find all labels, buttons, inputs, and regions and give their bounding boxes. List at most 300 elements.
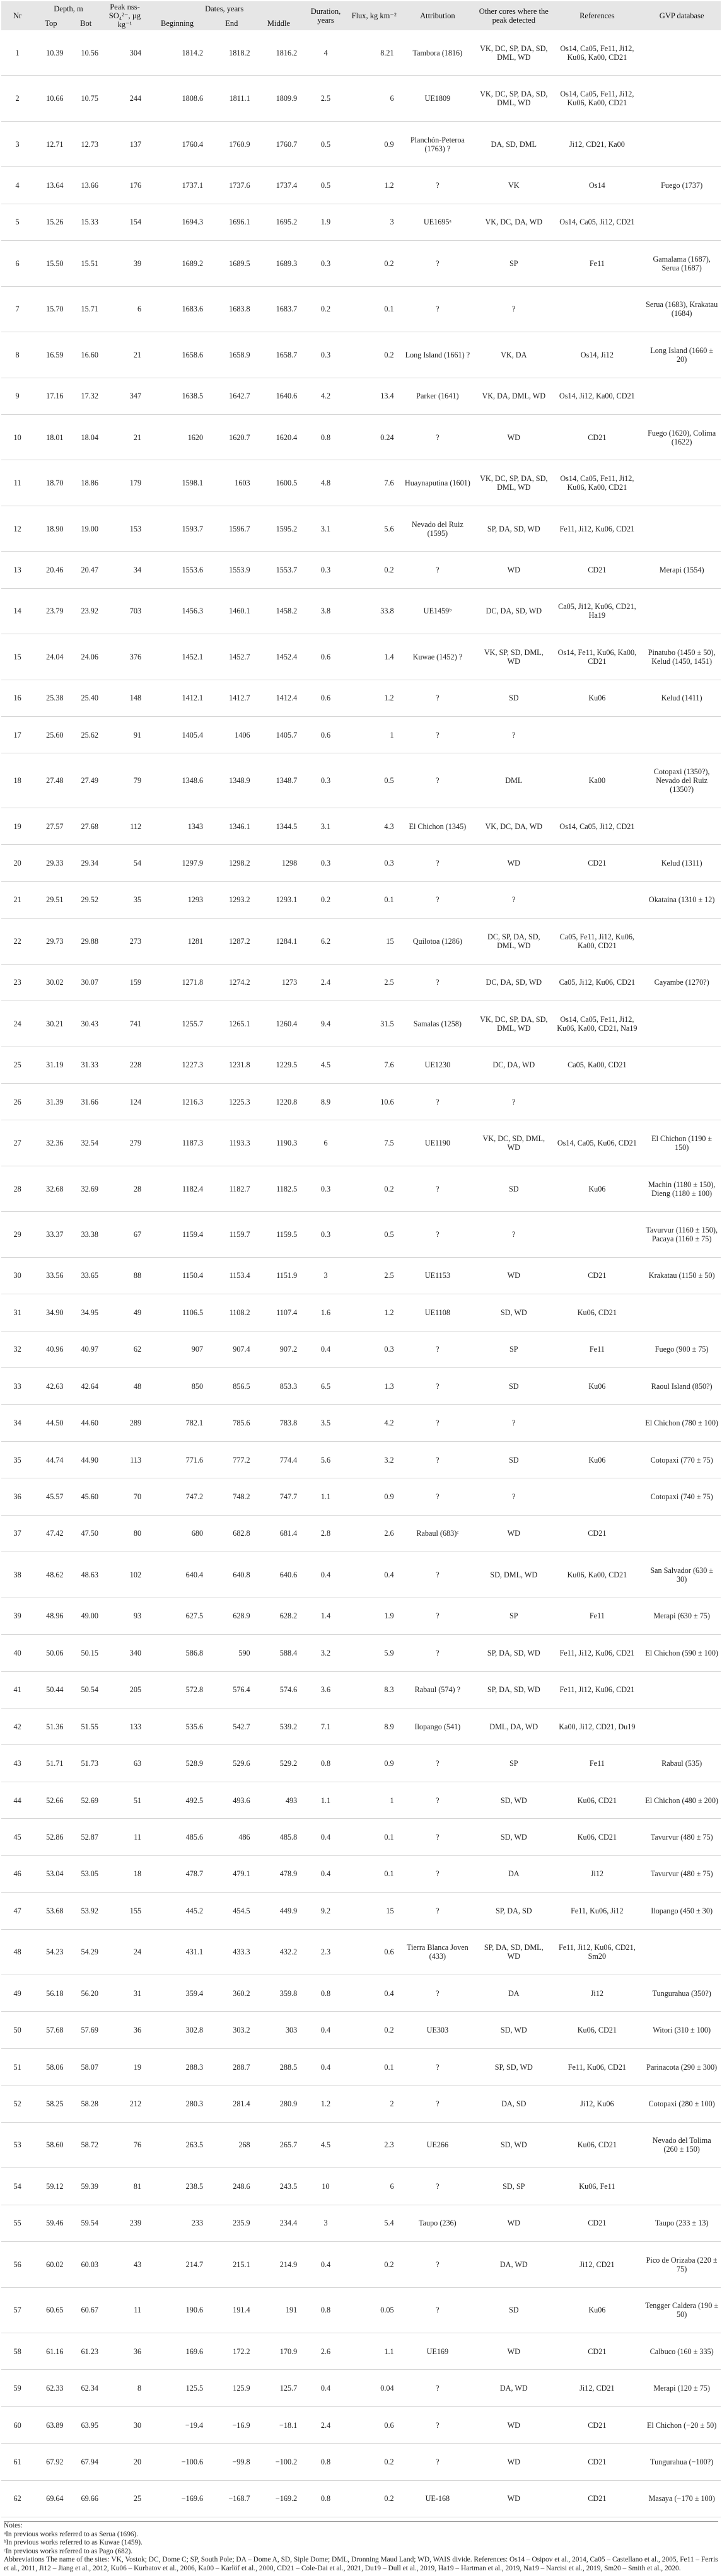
cell-refs: Fe11, Ji12, Ku06, CD21 — [559, 524, 635, 533]
cell-beg: 233 — [191, 2219, 204, 2228]
cell-beg: 850 — [191, 1381, 204, 1391]
cell-refs: Ca05, Fe11, Ji12, Ku06, Ka00, CD21 — [559, 932, 635, 950]
cell-end: 777.2 — [233, 1455, 250, 1465]
cell-top: 18.01 — [46, 432, 64, 442]
cell-nr: 41 — [13, 1685, 21, 1695]
cell-flux: 2.5 — [384, 978, 394, 987]
cell-gvp: Okataina (1310 ± 12) — [648, 895, 715, 905]
cell-refs: CD21 — [588, 2494, 607, 2503]
cell-bot: 56.20 — [81, 1988, 98, 1998]
cell-beg: 1348.6 — [182, 776, 204, 786]
cell-end: 1553.9 — [229, 565, 250, 574]
cell-top: 47.42 — [46, 1529, 64, 1538]
cell-attr: UE1695ᵃ — [423, 218, 451, 227]
cell-refs: Fe11 — [589, 1611, 605, 1621]
cell-attr: ? — [436, 1455, 440, 1465]
cell-nr: 51 — [13, 2062, 21, 2072]
cell-cores: VK, DA, DML, WD — [482, 392, 546, 401]
cell-end: 493.6 — [233, 1796, 250, 1805]
cell-cores: VK, DC, SP, DA, SD, DML, WD — [480, 474, 548, 492]
cell-dur: 6.5 — [320, 1381, 331, 1391]
cell-top: 44.50 — [46, 1419, 64, 1428]
cell-top: 58.25 — [46, 2099, 64, 2109]
table-row — [1, 1001, 721, 1047]
cell-mid: −169.2 — [275, 2494, 298, 2503]
cell-cores: SD — [508, 1381, 519, 1391]
cell-mid: 1658.7 — [276, 350, 298, 359]
cell-top: 31.39 — [46, 1097, 64, 1106]
table-row — [1, 1478, 721, 1515]
table-row — [1, 1294, 721, 1331]
cell-mid: 774.4 — [279, 1455, 298, 1465]
cell-nr: 55 — [13, 2219, 21, 2228]
cell-bot: 44.60 — [81, 1419, 98, 1428]
table-row — [1, 717, 721, 753]
cell-end: 288.7 — [233, 2062, 250, 2072]
cell-top: 32.36 — [46, 1139, 64, 1148]
cell-refs: CD21 — [588, 2347, 607, 2356]
cell-beg: 125.5 — [185, 2384, 204, 2393]
cell-cores: SD, SP — [503, 2181, 525, 2191]
cell-nr: 9 — [15, 392, 20, 401]
cell-dur: 1.1 — [320, 1492, 331, 1502]
cell-nr: 4 — [15, 181, 20, 190]
cell-bot: 32.69 — [81, 1184, 98, 1193]
cell-flux: 1 — [390, 1796, 394, 1805]
cell-gvp — [643, 378, 721, 414]
cell-flux: 0.1 — [384, 1869, 394, 1879]
table-row — [1, 76, 721, 121]
cell-nr: 26 — [13, 1097, 21, 1106]
cell-peak: 741 — [129, 1019, 142, 1028]
cell-bot: 18.86 — [81, 479, 98, 488]
cell-attr: ? — [436, 2062, 440, 2072]
cell-attr: ? — [436, 776, 440, 786]
cell-gvp: Krakatau (1150 ± 50) — [648, 1271, 715, 1280]
cell-mid: −100.2 — [275, 2457, 298, 2466]
cell-attr: ? — [436, 895, 440, 905]
table-container — [1, 1, 721, 2573]
cell-dur: 6.2 — [320, 936, 331, 946]
cell-nr: 48 — [13, 1947, 21, 1957]
cell-end: 542.7 — [233, 1722, 250, 1731]
cell-nr: 47 — [13, 1906, 21, 1915]
cell-refs — [551, 1212, 643, 1257]
cell-attr: Ilopango (541) — [414, 1722, 461, 1731]
table-header — [1, 1, 721, 30]
cell-dur: 0.3 — [320, 565, 331, 574]
cell-gvp — [643, 76, 721, 121]
cell-gvp: Cayambe (1270?) — [654, 978, 709, 987]
cell-flux: 0.4 — [384, 1988, 394, 1998]
cell-cores: WD — [507, 565, 520, 574]
header-references: References — [551, 1, 643, 30]
cell-nr: 25 — [13, 1060, 21, 1070]
cell-gvp: Rabaul (535) — [661, 1759, 702, 1768]
header-bot: Bot — [69, 16, 103, 30]
cell-refs: CD21 — [588, 2420, 607, 2430]
cell-mid: 1298 — [281, 859, 298, 868]
cell-mid: 1816.2 — [276, 48, 298, 57]
cell-flux: 8.3 — [384, 1685, 394, 1695]
cell-mid: 243.5 — [279, 2181, 298, 2191]
cell-dur: 2.8 — [320, 1529, 331, 1538]
cell-beg: 572.8 — [185, 1685, 204, 1695]
cell-attr: ? — [436, 978, 440, 987]
cell-bot: 54.29 — [81, 1947, 98, 1957]
cell-top: 60.65 — [46, 2306, 64, 2315]
cell-end: 1159.7 — [229, 1229, 250, 1239]
cell-flux: 2.3 — [384, 2140, 394, 2150]
cell-attr: ? — [436, 1832, 440, 1842]
cell-cores: SD, WD — [500, 2026, 527, 2035]
cell-end: 281.4 — [233, 2099, 250, 2109]
cell-cores: ? — [512, 1419, 516, 1428]
cell-top: 51.71 — [46, 1759, 64, 1768]
header-duration: Duration, years — [302, 1, 349, 30]
cell-dur: 1.2 — [320, 2099, 331, 2109]
cell-top: 18.70 — [46, 479, 64, 488]
cell-end: 1287.2 — [229, 936, 250, 946]
cell-dur: 4.5 — [320, 2140, 331, 2150]
cell-peak: 21 — [133, 432, 142, 442]
cell-attr: Samalas (1258) — [413, 1019, 462, 1028]
cell-top: 69.64 — [46, 2494, 64, 2503]
cell-nr: 6 — [15, 258, 20, 268]
cell-top: 56.18 — [46, 1988, 64, 1998]
cell-dur: 6 — [323, 1139, 328, 1148]
cell-gvp — [643, 1083, 721, 1120]
cell-mid: 1695.2 — [276, 218, 298, 227]
notes-title: Notes: — [4, 2521, 718, 2531]
cell-peak: 153 — [129, 524, 142, 533]
cell-flux: 0.3 — [384, 1345, 394, 1354]
cell-gvp: Fuego (1737) — [661, 181, 703, 190]
table-row — [1, 964, 721, 1001]
cell-bot: 10.75 — [81, 94, 98, 103]
cell-cores: SD, WD — [500, 2140, 527, 2150]
cell-attr: ? — [436, 1906, 440, 1915]
cell-top: 24.04 — [46, 652, 64, 661]
cell-attr: ? — [436, 859, 440, 868]
cell-gvp: Parinacota (290 ± 300) — [646, 2062, 718, 2072]
cell-flux: 4.2 — [384, 1419, 394, 1428]
cell-peak: 39 — [133, 258, 142, 268]
cell-attr: UE169 — [426, 2347, 449, 2356]
cell-gvp: San Salvador (630 ± 30) — [650, 1565, 714, 1584]
cell-dur: 0.6 — [320, 693, 331, 703]
cell-peak: 179 — [129, 479, 142, 488]
table-row — [1, 167, 721, 204]
cell-dur: 0.3 — [320, 258, 331, 268]
cell-flux: 0.5 — [384, 1229, 394, 1239]
cell-refs: Ji12 — [590, 1869, 604, 1879]
cell-top: 25.60 — [46, 730, 64, 740]
cell-beg: 238.5 — [185, 2181, 204, 2191]
cell-mid: 1293.1 — [276, 895, 298, 905]
table-row — [1, 332, 721, 378]
table-row — [1, 1598, 721, 1634]
cell-bot: 59.54 — [81, 2219, 98, 2228]
cell-attr: ? — [436, 1345, 440, 1354]
cell-beg: 1297.9 — [182, 859, 204, 868]
cell-refs: Fe11 — [589, 258, 605, 268]
cell-flux: 6 — [390, 2181, 394, 2191]
cell-mid: 1640.6 — [276, 392, 298, 401]
cell-nr: 22 — [13, 936, 21, 946]
cell-attr: Rabaul (574) ? — [414, 1685, 461, 1695]
cell-cores: ? — [512, 305, 516, 314]
table-row — [1, 2086, 721, 2122]
cell-dur: 4 — [323, 48, 328, 57]
cell-top: 20.46 — [46, 565, 64, 574]
cell-beg: 492.5 — [185, 1796, 204, 1805]
cell-bot: 51.73 — [81, 1759, 98, 1768]
cell-peak: 112 — [130, 821, 142, 831]
cell-flux: 2.6 — [384, 1529, 394, 1538]
cell-refs: Ji12, CD21 — [579, 2384, 615, 2393]
cell-gvp: Tavurvur (480 ± 75) — [650, 1869, 713, 1879]
cell-dur: 8.9 — [320, 1097, 331, 1106]
table-row — [1, 414, 721, 460]
table-row — [1, 2168, 721, 2205]
table-row — [1, 1120, 721, 1166]
cell-flux: 1.9 — [384, 1611, 394, 1621]
cell-beg: 640.4 — [185, 1570, 204, 1579]
cell-mid: 170.9 — [279, 2347, 298, 2356]
cell-attr: UE1190 — [424, 1139, 450, 1148]
cell-flux: 0.2 — [384, 2457, 394, 2466]
cell-end: 125.9 — [233, 2384, 250, 2393]
cell-cores: SP — [509, 1345, 518, 1354]
cell-refs: Ku06, CD21 — [577, 2026, 617, 2035]
cell-beg: 1227.3 — [182, 1060, 204, 1070]
header-end: End — [208, 16, 255, 30]
cell-bot: 34.95 — [81, 1308, 98, 1317]
cell-dur: 3.8 — [320, 606, 331, 616]
table-row — [1, 1441, 721, 1478]
cell-end: 682.8 — [233, 1529, 250, 1538]
cell-beg: 1598.1 — [182, 479, 204, 488]
cell-end: 1274.2 — [229, 978, 250, 987]
cell-flux: 2.5 — [384, 1271, 394, 1280]
header-depth: Depth, m — [33, 1, 103, 16]
table-row — [1, 2333, 721, 2369]
cell-beg: 1293 — [187, 895, 204, 905]
cell-refs: Ku06 — [588, 2306, 606, 2315]
cell-attr: ? — [436, 432, 440, 442]
cell-flux: 5.9 — [384, 1648, 394, 1657]
cell-top: 48.96 — [46, 1611, 64, 1621]
table-row — [1, 241, 721, 286]
cell-refs: Ku06 — [588, 693, 606, 703]
cell-attr: ? — [436, 305, 440, 314]
cell-bot: 62.34 — [81, 2384, 98, 2393]
cell-bot: 51.55 — [81, 1722, 98, 1731]
cell-beg: 680 — [191, 1529, 204, 1538]
cell-bot: 13.66 — [81, 181, 98, 190]
table-row — [1, 1745, 721, 1782]
cell-attr: Planchón-Peteroa (1763) ? — [410, 135, 465, 153]
cell-attr: UE1108 — [424, 1308, 450, 1317]
cell-cores: ? — [512, 1492, 516, 1502]
cell-end: −16.9 — [232, 2420, 250, 2430]
cell-end: −168.7 — [228, 2494, 250, 2503]
cell-flux: 0.24 — [380, 432, 394, 442]
cell-flux: 3.2 — [384, 1455, 394, 1465]
cell-mid: 539.2 — [279, 1722, 298, 1731]
cell-bot: 59.39 — [81, 2181, 98, 2191]
cell-mid: 485.8 — [279, 1832, 298, 1842]
cell-top: 53.68 — [46, 1906, 64, 1915]
cell-dur: 3 — [323, 2219, 328, 2228]
cell-refs: Os14 — [588, 181, 605, 190]
cell-cores: ? — [512, 1229, 516, 1239]
cell-end: 268 — [238, 2140, 250, 2150]
cell-dur: 0.8 — [320, 432, 331, 442]
cell-gvp — [643, 1929, 721, 1975]
cell-gvp: Tavurvur (1160 ± 150), Pacaya (1160 ± 75) — [646, 1225, 718, 1243]
cell-end: 1182.7 — [229, 1184, 250, 1193]
cell-attr: ? — [436, 565, 440, 574]
cell-refs: Ca05, Ji12, Ku06, CD21, Ha19 — [558, 602, 636, 620]
cell-gvp: Fuego (1620), Colima (1622) — [648, 428, 716, 446]
cell-top: 33.37 — [46, 1229, 64, 1239]
cell-beg: 1814.2 — [182, 48, 204, 57]
cell-beg: 771.6 — [185, 1455, 204, 1465]
cell-end: 191.4 — [233, 2306, 250, 2315]
cell-attr: ? — [436, 1611, 440, 1621]
table-row — [1, 2370, 721, 2406]
cell-nr: 2 — [15, 94, 20, 103]
cell-peak: 304 — [129, 48, 142, 57]
cell-refs: Fe11, Ku06, CD21 — [568, 2062, 627, 2072]
cell-nr: 8 — [15, 350, 20, 359]
cell-mid: 1412.4 — [276, 693, 298, 703]
cell-attr: ? — [436, 2306, 440, 2315]
cell-attr: ? — [436, 1796, 440, 1805]
cell-dur: 0.4 — [320, 2026, 331, 2035]
cell-flux: 0.1 — [384, 1832, 394, 1842]
cell-flux: 1.1 — [384, 2347, 394, 2356]
cell-peak: 279 — [129, 1139, 142, 1148]
cell-top: 58.60 — [46, 2140, 64, 2150]
cell-bot: 27.49 — [81, 776, 98, 786]
table-row — [1, 121, 721, 166]
cell-gvp: Merapi (1554) — [659, 565, 704, 574]
table-row — [1, 1368, 721, 1405]
cell-end: 1452.7 — [229, 652, 250, 661]
cell-flux: 7.6 — [384, 1060, 394, 1070]
cell-beg: 1683.6 — [182, 305, 204, 314]
cell-end: 640.8 — [233, 1570, 250, 1579]
cell-nr: 12 — [13, 524, 21, 533]
cell-top: 67.92 — [46, 2457, 64, 2466]
cell-beg: 1106.5 — [182, 1308, 204, 1317]
cell-end: 1225.3 — [229, 1097, 250, 1106]
table-row — [1, 2287, 721, 2333]
cell-nr: 61 — [13, 2457, 21, 2466]
cell-flux: 4.3 — [384, 821, 394, 831]
cell-attr: Quilotoa (1286) — [412, 936, 462, 946]
cell-refs: Fe11, Ku06, Ji12 — [571, 1906, 624, 1915]
cell-cores: WD — [507, 1529, 520, 1538]
cell-dur: 0.4 — [320, 2384, 331, 2393]
cell-mid: 907.2 — [279, 1345, 298, 1354]
cell-peak: 49 — [133, 1308, 142, 1317]
cell-mid: 1620.4 — [276, 432, 298, 442]
cell-attr: ? — [436, 1570, 440, 1579]
volcanic-events-table — [1, 1, 721, 2517]
cell-peak: 76 — [133, 2140, 142, 2150]
cell-beg: 485.6 — [185, 1832, 204, 1842]
cell-end: 1818.2 — [229, 48, 250, 57]
cell-gvp: Cotopaxi (280 ± 100) — [648, 2099, 715, 2109]
cell-beg: 586.8 — [185, 1648, 204, 1657]
cell-nr: 1 — [15, 48, 20, 57]
cell-mid: 628.2 — [279, 1611, 298, 1621]
cell-top: 15.26 — [46, 218, 64, 227]
cell-peak: 25 — [133, 2494, 142, 2503]
cell-refs: CD21 — [588, 2457, 607, 2466]
table-row — [1, 588, 721, 634]
cell-nr: 10 — [13, 432, 21, 442]
cell-refs — [551, 286, 643, 332]
cell-gvp: Tungurahua (−100?) — [650, 2457, 714, 2466]
cell-mid: 681.4 — [279, 1529, 298, 1538]
cell-gvp: Tungurahua (350?) — [652, 1988, 711, 1998]
cell-attr: ? — [436, 1229, 440, 1239]
cell-flux: 0.2 — [384, 1184, 394, 1193]
cell-beg: 445.2 — [185, 1906, 204, 1915]
cell-bot: 53.05 — [81, 1869, 98, 1879]
cell-peak: 154 — [129, 218, 142, 227]
cell-dur: 0.8 — [320, 2457, 331, 2466]
cell-refs: Fe11, Ji12, Ku06, CD21 — [559, 1648, 635, 1657]
cell-top: 40.96 — [46, 1345, 64, 1354]
cell-gvp: Tengger Caldera (190 ± 50) — [645, 2301, 719, 2319]
cell-refs: Os14, Fe11, Ku06, Ka00, CD21 — [557, 647, 637, 666]
cell-dur: 0.4 — [320, 2062, 331, 2072]
table-row — [1, 808, 721, 844]
cell-nr: 44 — [13, 1796, 21, 1805]
cell-gvp: Merapi (630 ± 75) — [653, 1611, 710, 1621]
cell-peak: 62 — [133, 1345, 142, 1354]
cell-top: 30.21 — [46, 1019, 64, 1028]
cell-cores: SD, WD — [500, 1308, 527, 1317]
cell-beg: 1281 — [187, 936, 204, 946]
table-row — [1, 634, 721, 680]
cell-top: 27.48 — [46, 776, 64, 786]
cell-cores: DA, WD — [499, 2384, 528, 2393]
cell-nr: 39 — [13, 1611, 21, 1621]
cell-cores: WD — [507, 432, 520, 442]
cell-mid: 1190.3 — [276, 1139, 298, 1148]
cell-end: 1760.9 — [229, 139, 250, 149]
cell-beg: 1737.1 — [182, 181, 204, 190]
cell-cores: SD — [508, 1184, 519, 1193]
table-row — [1, 919, 721, 964]
cell-refs: Ca05, Ka00, CD21 — [568, 1060, 627, 1070]
cell-dur: 2.4 — [320, 978, 331, 987]
header-attribution: Attribution — [399, 1, 477, 30]
cell-mid: 1600.5 — [276, 479, 298, 488]
table-row — [1, 1635, 721, 1671]
cell-cores: DA, WD — [499, 2260, 528, 2269]
cell-peak: 703 — [129, 606, 142, 616]
cell-nr: 36 — [13, 1492, 21, 1502]
cell-cores: DC, DA, SD, WD — [486, 978, 542, 987]
